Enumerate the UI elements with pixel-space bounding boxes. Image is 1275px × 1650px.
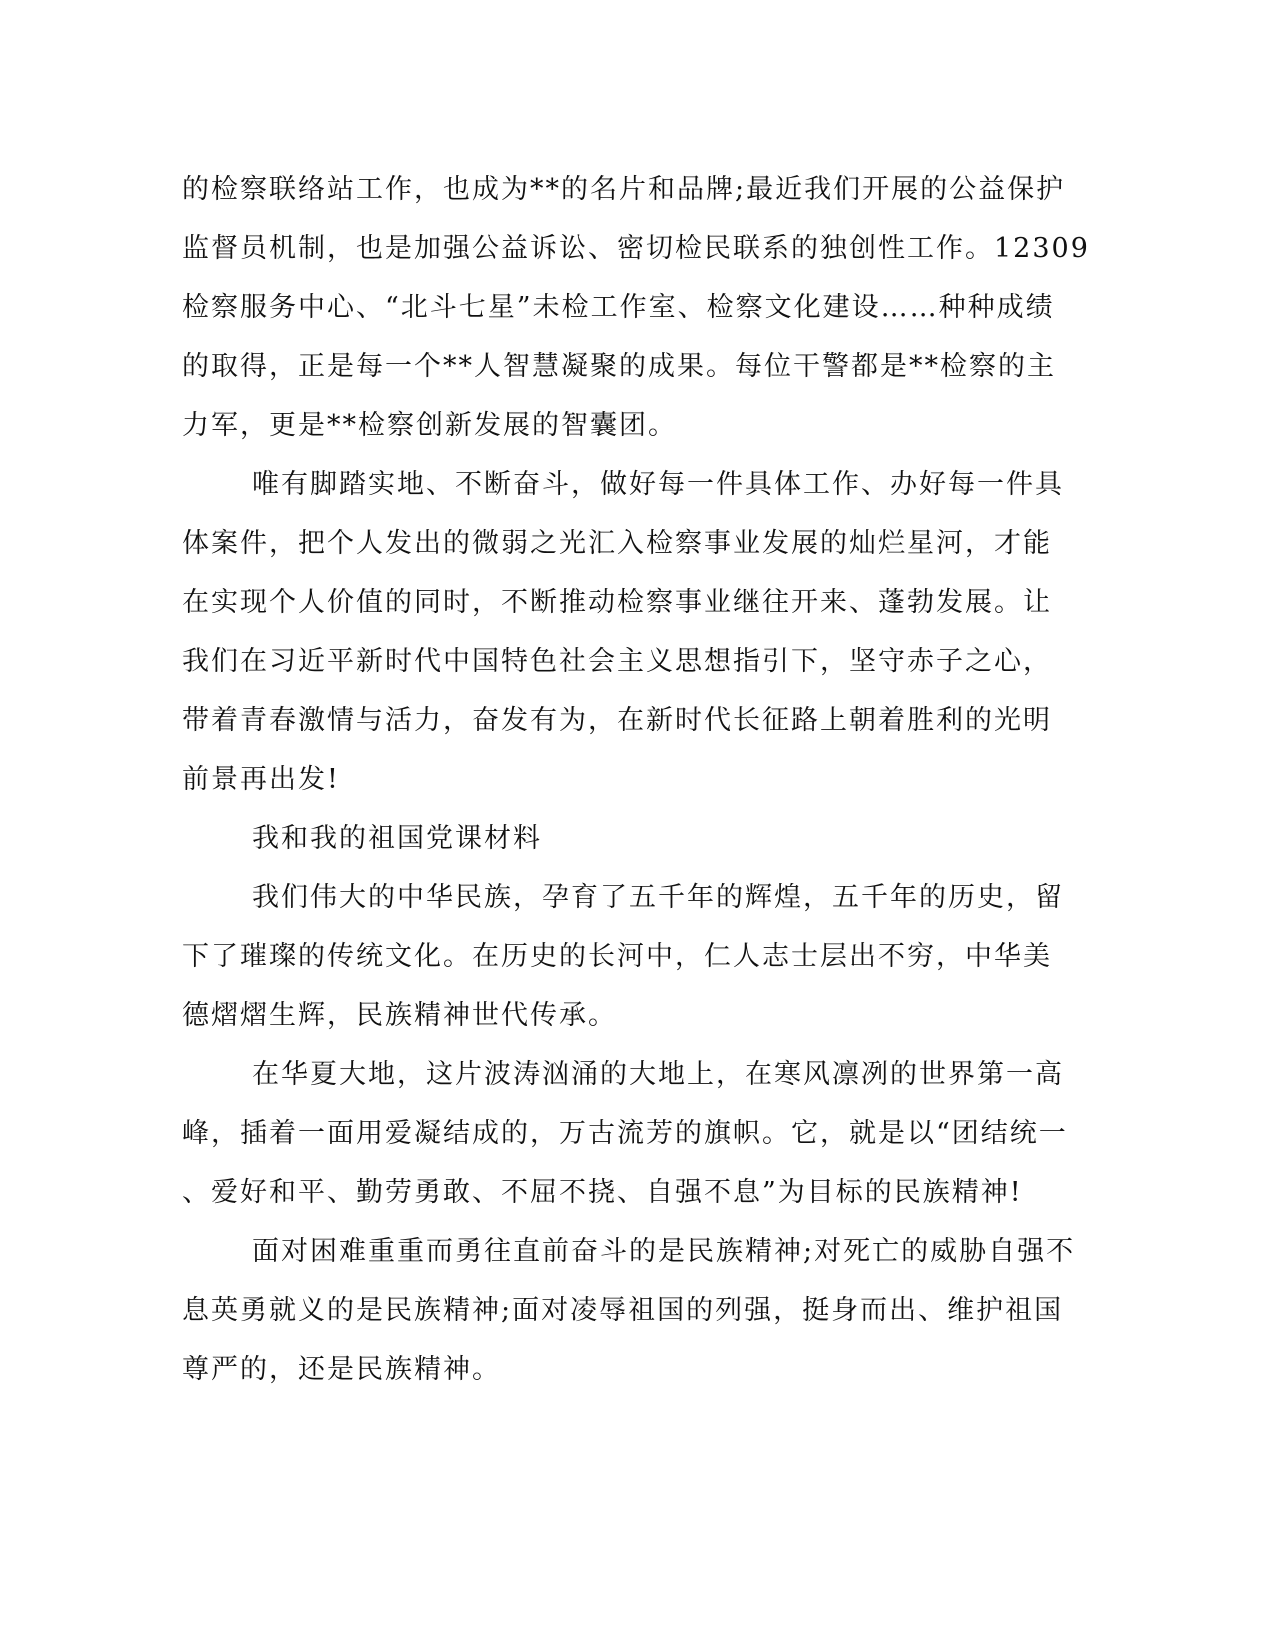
text-line: 检察服务中心、“北斗七星”未检工作室、检察文化建设……种种成绩 <box>182 292 1055 323</box>
paragraph-first-line: 我们伟大的中华民族，孕育了五千年的辉煌，五千年的历史，留 <box>252 882 1064 913</box>
paragraph-first-line: 唯有脚踏实地、不断奋斗，做好每一件具体工作、办好每一件具 <box>252 469 1064 500</box>
text-line: 前景再出发! <box>182 764 340 795</box>
text-line: 的检察联络站工作，也成为**的名片和品牌;最近我们开展的公益保护 <box>182 174 1066 205</box>
text-line: 下了璀璨的传统文化。在历史的长河中，仁人志士层出不穷，中华美 <box>182 941 1052 972</box>
text-line: 带着青春激情与活力，奋发有为，在新时代长征路上朝着胜利的光明 <box>182 705 1052 736</box>
document-body <box>182 160 1090 1399</box>
text-line: 尊严的，还是民族精神。 <box>182 1354 501 1385</box>
text-line: 德熠熠生辉，民族精神世代传承。 <box>182 1000 617 1031</box>
paragraph-first-line: 面对困难重重而勇往直前奋斗的是民族精神;对死亡的威胁自强不 <box>252 1236 1076 1267</box>
text-line: 我们在习近平新时代中国特色社会主义思想指引下，坚守赤子之心， <box>182 646 1052 677</box>
section-heading: 我和我的祖国党课材料 <box>252 823 542 854</box>
paragraph-first-line: 在华夏大地，这片波涛汹涌的大地上，在寒风凛冽的世界第一高 <box>252 1059 1064 1090</box>
text-line: 体案件，把个人发出的微弱之光汇入检察事业发展的灿烂星河，才能 <box>182 528 1052 559</box>
text-line: 息英勇就义的是民族精神;面对凌辱祖国的列强，挺身而出、维护祖国 <box>182 1295 1064 1326</box>
text-line: 力军，更是**检察创新发展的智囊团。 <box>182 410 677 441</box>
text-line: 监督员机制，也是加强公益诉讼、密切检民联系的独创性工作。12309 <box>182 233 1090 264</box>
text-line: 、爱好和平、勤劳勇敢、不屈不挠、自强不息”为目标的民族精神! <box>182 1177 1023 1208</box>
text-line: 的取得，正是每一个**人智慧凝聚的成果。每位干警都是**检察的主 <box>182 351 1056 382</box>
text-line: 在实现个人价值的同时，不断推动检察事业继往开来、蓬勃发展。让 <box>182 587 1052 618</box>
text-line: 峰，插着一面用爱凝结成的，万古流芳的旗帜。它，就是以“团结统一 <box>182 1118 1068 1149</box>
